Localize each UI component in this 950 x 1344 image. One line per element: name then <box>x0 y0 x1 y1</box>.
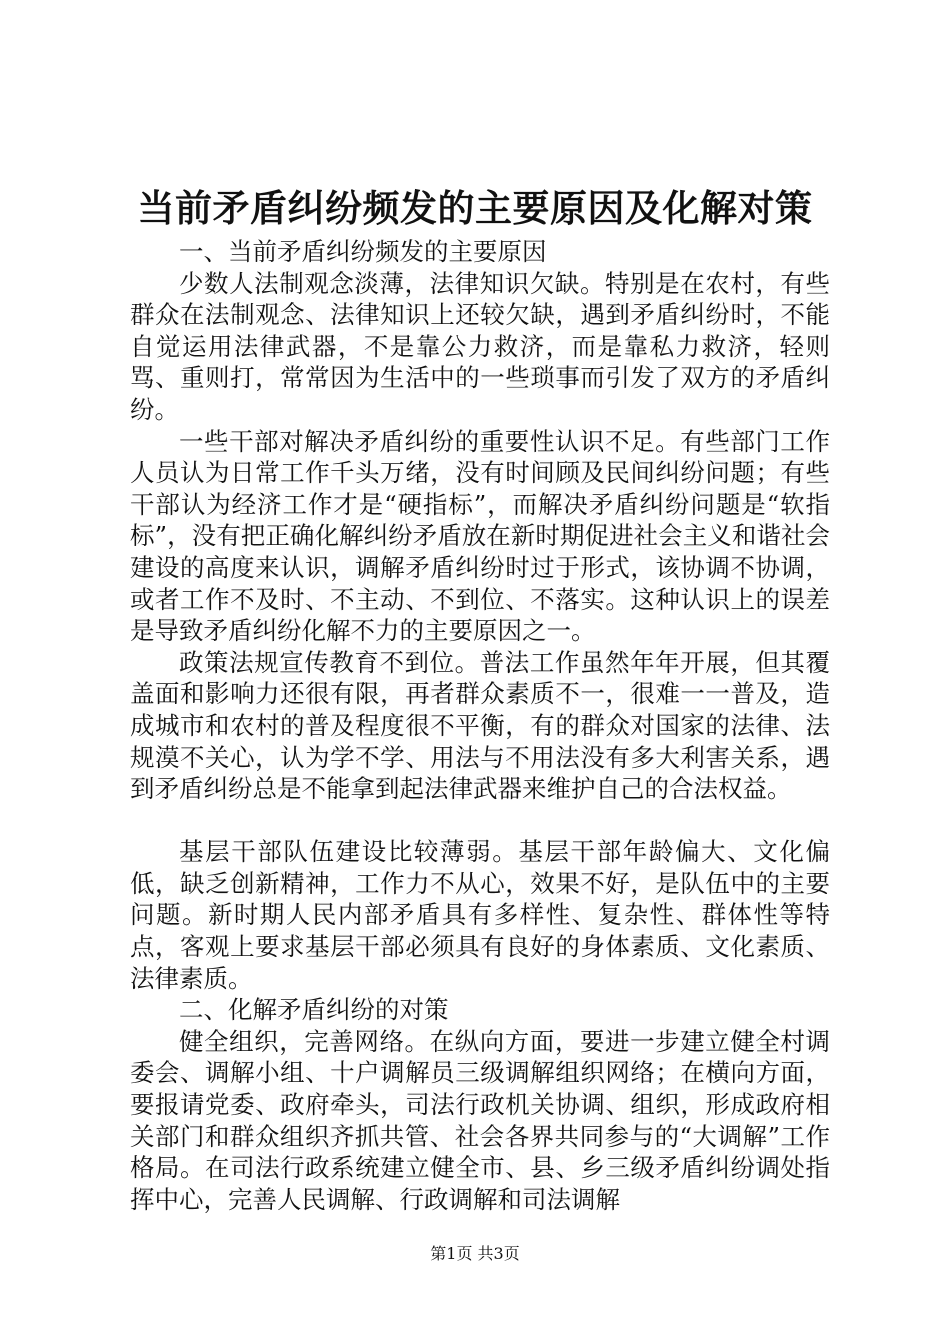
paragraph-grassroots-cadres: 基层干部队伍建设比较薄弱。基层干部年龄偏大、文化偏低，缺乏创新精神，工作力不从心，效果不好，是队伍中的主要问题。新时期人民内部矛盾具有多样性、复杂性、群体性等特点，客观上要求基层干部必须具有良好的身体素质、文化素质、法律素质。 <box>130 837 830 993</box>
paragraph-organization-network: 健全组织，完善网络。在纵向方面，要进一步建立健全村调委会、调解小组、十户调解员三级调解组织网络；在横向方面，要报请党委、政府牵头，司法行政机关协调、组织，形成政府相关部门和群众组织齐抓共管、社会各界共同参与的“大调解”工作格局。在司法行政系统建立健全市、县、乡三级矛盾纠纷调处指挥中心，完善人民调解、行政调解和司法调解 <box>130 1026 830 1214</box>
paragraph-legal-education: 政策法规宣传教育不到位。普法工作虽然年年开展，但其覆盖面和影响力还很有限，再者群众素质不一，很难一一普及，造成城市和农村的普及程度很不平衡，有的群众对国家的法律、法规漠不关心，认为学不学、用法与不用法没有多大利害关系，遇到矛盾纠纷总是不能拿到起法律武器来维护自己的合法权益。 <box>130 647 830 804</box>
page-footer: 第1页 共3页 <box>430 1244 520 1263</box>
paragraph-gap <box>130 805 830 837</box>
paragraph-cadre-awareness: 一些干部对解决矛盾纠纷的重要性认识不足。有些部门工作人员认为日常工作千头万绪，没有时间顾及民间纠纷问题；有些干部认为经济工作才是“硬指标”，而解决矛盾纠纷问题是“软指标”，没有把正确化解纠纷矛盾放在新时期促进社会主义和谐社会建设的高度来认识，调解矛盾纠纷时过于形式，该协调不协调，或者工作不及时、不主动、不到位、不落实。这种认识上的误差是导致矛盾纠纷化解不力的主要原因之一。 <box>130 426 830 646</box>
section-heading-countermeasures: 二、化解矛盾纠纷的对策 <box>179 995 449 1025</box>
document-body <box>130 236 830 1215</box>
section-heading-causes: 一、当前矛盾纠纷频发的主要原因 <box>179 237 547 266</box>
document-title: 当前矛盾纠纷频发的主要原因及化解对策 <box>137 186 813 230</box>
paragraph-legal-awareness: 少数人法制观念淡薄，法律知识欠缺。特别是在农村，有些群众在法制观念、法律知识上还较欠缺，遇到矛盾纠纷时，不能自觉运用法律武器，不是靠公力救济，而是靠私力救济，轻则骂、重则打，常常因为生活中的一些琐事而引发了双方的矛盾纠纷。 <box>130 268 830 424</box>
